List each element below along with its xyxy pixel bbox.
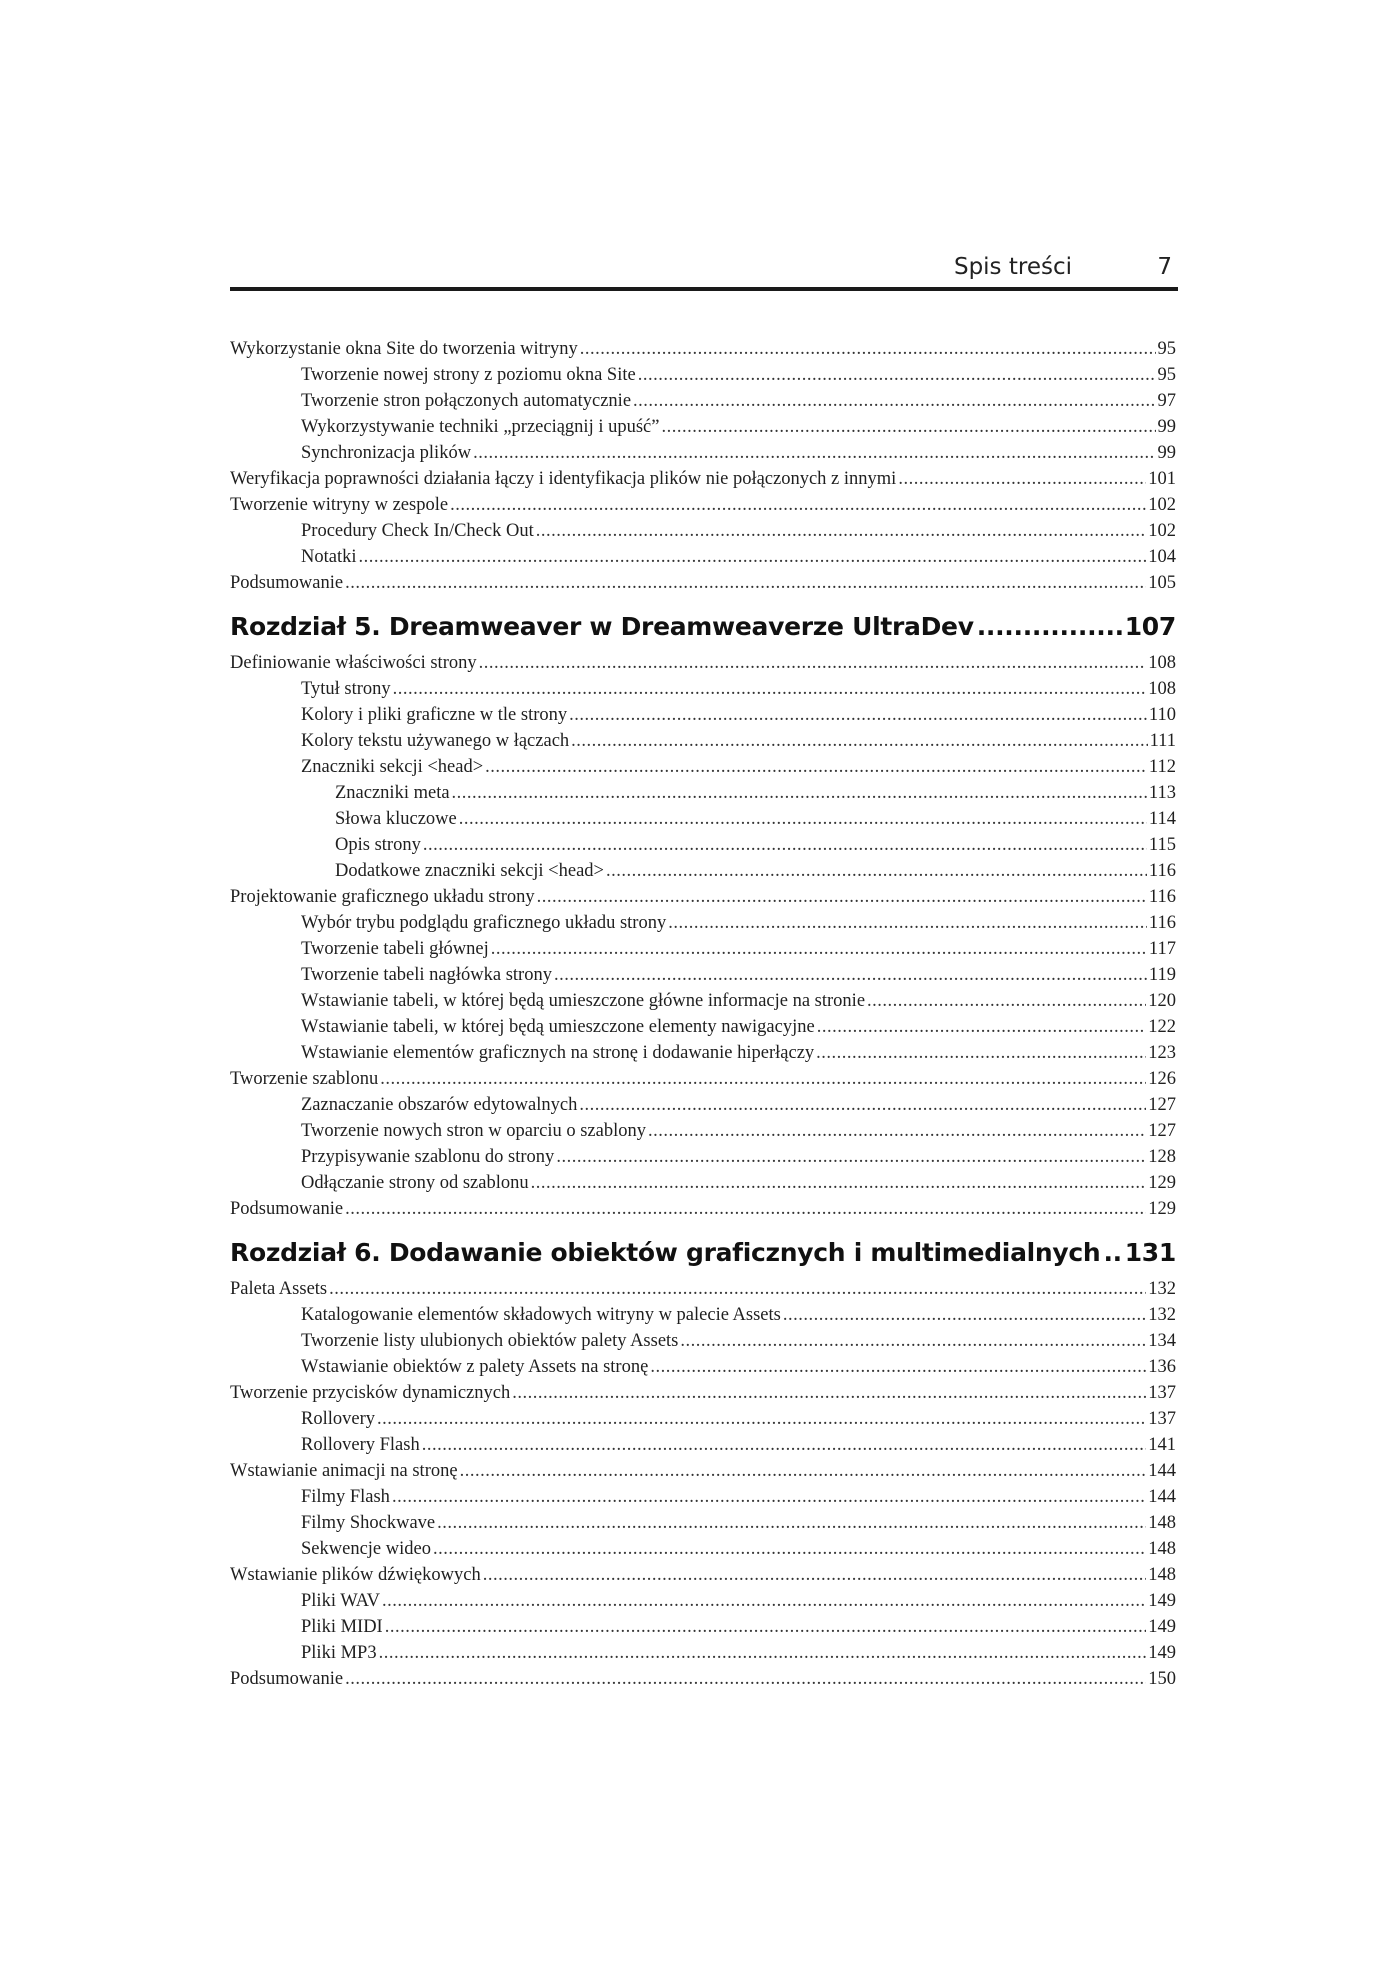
toc-entry-title: Podsumowanie	[230, 1669, 344, 1689]
dot-leader	[554, 962, 1147, 988]
toc-entry-title: Pliki MP3	[301, 1643, 377, 1663]
toc-entry	[230, 962, 1176, 988]
toc-entry-title: Zaznaczanie obszarów edytowalnych	[301, 1095, 578, 1115]
toc-entry-page: 97	[1157, 391, 1176, 411]
toc-entry-page: 132	[1148, 1279, 1176, 1299]
toc-entry-title: Tworzenie nowych stron w oparciu o szablony	[301, 1121, 646, 1141]
toc-entry-title: Kolory tekstu używanego w łączach	[301, 731, 570, 751]
dot-leader	[452, 780, 1147, 806]
toc-entry-page: 114	[1148, 809, 1176, 829]
toc-entry-title: Wstawianie tabeli, w której będą umieszczone elementy nawigacyjne	[301, 1017, 815, 1037]
toc-entry-page: 148	[1148, 1565, 1176, 1585]
toc-entry	[230, 806, 1176, 832]
toc-entry-title: Tytuł strony	[301, 679, 391, 699]
dot-leader	[580, 336, 1156, 362]
toc-entry-page: 129	[1148, 1199, 1176, 1219]
toc-entry-page: 132	[1148, 1305, 1176, 1325]
toc-entry-title: Pliki MIDI	[301, 1617, 383, 1637]
toc-entry-page: 95	[1157, 365, 1176, 385]
toc-entry-page: 104	[1148, 547, 1176, 567]
toc-entry	[230, 1118, 1176, 1144]
toc-entry	[230, 858, 1176, 884]
toc-entry	[230, 1666, 1176, 1692]
dot-leader	[345, 570, 1146, 596]
dot-leader	[473, 440, 1155, 466]
toc-entry-page: 119	[1148, 965, 1176, 985]
toc-entry	[230, 650, 1176, 676]
toc-entry	[230, 1640, 1176, 1666]
dot-leader	[437, 1510, 1146, 1536]
toc-entry	[230, 492, 1176, 518]
toc-entry	[230, 544, 1176, 570]
toc-entry-title: Tworzenie stron połączonych automatycznie	[301, 391, 632, 411]
toc-entry-title: Sekwencje wideo	[301, 1539, 431, 1559]
toc-entry	[230, 910, 1176, 936]
dot-leader	[483, 1562, 1147, 1588]
toc-entry	[230, 1276, 1176, 1302]
toc-entry-title: Katalogowanie elementów składowych witryny w palecie Assets	[301, 1305, 781, 1325]
toc-entry-title: Filmy Flash	[301, 1487, 390, 1507]
toc-entry-page: 129	[1148, 1173, 1176, 1193]
header-rule	[230, 287, 1178, 291]
toc-entry-page: 148	[1148, 1539, 1176, 1559]
toc-entry-page: 113	[1148, 783, 1176, 803]
dot-leader	[359, 544, 1147, 570]
toc-entry-page: 112	[1148, 757, 1176, 777]
toc-entry-title: Rollovery	[301, 1409, 375, 1429]
toc-entry-title: Procedury Check In/Check Out	[301, 521, 534, 541]
dot-leader	[633, 388, 1155, 414]
dot-leader	[571, 728, 1147, 754]
toc-entry	[230, 754, 1176, 780]
toc-entry-page: 108	[1148, 679, 1176, 699]
toc-entry-page: 149	[1148, 1643, 1176, 1663]
dot-leader	[393, 676, 1147, 702]
toc-entry-page: 122	[1148, 1017, 1176, 1037]
toc-entry-page: 127	[1148, 1121, 1176, 1141]
toc-entry	[230, 728, 1176, 754]
toc-entry-page: 120	[1148, 991, 1176, 1011]
toc-entry-page: 136	[1148, 1357, 1176, 1377]
dot-leader	[479, 650, 1147, 676]
table-of-contents	[230, 336, 1176, 1692]
toc-entry-title: Tworzenie przycisków dynamicznych	[230, 1383, 511, 1403]
dot-leader	[485, 754, 1147, 780]
toc-entry-title: Podsumowanie	[230, 573, 344, 593]
toc-entry	[230, 1040, 1176, 1066]
dot-leader	[817, 1014, 1147, 1040]
toc-entry	[230, 1328, 1176, 1354]
dot-leader	[569, 702, 1147, 728]
toc-entry-page: 144	[1148, 1487, 1176, 1507]
toc-entry-page: 144	[1148, 1461, 1176, 1481]
toc-entry-title: Wstawianie elementów graficznych na stronę i dodawanie hiperłączy	[301, 1043, 815, 1063]
toc-entry-title: Tworzenie listy ulubionych obiektów palety Assets	[301, 1331, 679, 1351]
dot-leader	[392, 1484, 1146, 1510]
toc-entry-page: 111	[1149, 731, 1176, 751]
dot-leader	[512, 1380, 1146, 1406]
toc-entry	[230, 1614, 1176, 1640]
dot-leader	[385, 1614, 1147, 1640]
dot-leader	[680, 1328, 1146, 1354]
toc-entry-title: Rollovery Flash	[301, 1435, 420, 1455]
toc-entry-page: 101	[1148, 469, 1176, 489]
dot-leader	[536, 518, 1147, 544]
page-number: 7	[1157, 254, 1172, 280]
toc-entry	[230, 1536, 1176, 1562]
toc-entry-title: Tworzenie tabeli nagłówka strony	[301, 965, 552, 985]
toc-entry-page: 117	[1148, 939, 1176, 959]
toc-entry	[230, 518, 1176, 544]
dot-leader	[459, 806, 1147, 832]
toc-entry-page: 107	[1124, 612, 1176, 641]
toc-entry-page: 150	[1148, 1669, 1176, 1689]
toc-entry-title: Dodatkowe znaczniki sekcji <head>	[335, 861, 604, 881]
toc-entry-title: Filmy Shockwave	[301, 1513, 436, 1533]
toc-entry-title: Synchronizacja plików	[301, 443, 472, 463]
toc-entry-title: Notatki	[301, 547, 357, 567]
toc-entry	[230, 884, 1176, 910]
toc-entry-title: Wybór trybu podglądu graficznego układu strony	[301, 913, 667, 933]
dot-leader	[638, 362, 1156, 388]
toc-entry	[230, 1484, 1176, 1510]
dot-leader	[380, 1066, 1146, 1092]
toc-entry-title: Paleta Assets	[230, 1279, 328, 1299]
dot-leader	[579, 1092, 1146, 1118]
toc-entry-page: 131	[1124, 1238, 1176, 1267]
toc-entry-title: Tworzenie nowej strony z poziomu okna Site	[301, 365, 636, 385]
toc-entry	[230, 414, 1176, 440]
toc-entry-title: Wykorzystanie okna Site do tworzenia witryny	[230, 339, 578, 359]
dot-leader	[898, 466, 1146, 492]
toc-entry-title: Kolory i pliki graficzne w tle strony	[301, 705, 568, 725]
dot-leader	[382, 1588, 1146, 1614]
dot-leader	[556, 1144, 1146, 1170]
dot-leader	[531, 1170, 1147, 1196]
toc-entry-title: Wstawianie tabeli, w której będą umieszczone główne informacje na stronie	[301, 991, 866, 1011]
toc-entry-page: 105	[1148, 573, 1176, 593]
toc-entry-title: Tworzenie szablonu	[230, 1069, 379, 1089]
dot-leader	[423, 832, 1147, 858]
dot-leader	[433, 1536, 1146, 1562]
toc-entry-page: 99	[1157, 443, 1176, 463]
dot-leader	[377, 1406, 1146, 1432]
toc-entry-page: 141	[1148, 1435, 1176, 1455]
toc-entry-page: 137	[1148, 1409, 1176, 1429]
toc-entry	[230, 466, 1176, 492]
toc-entry	[230, 1066, 1176, 1092]
toc-entry-page: 123	[1148, 1043, 1176, 1063]
toc-entry-title: Znaczniki meta	[335, 783, 450, 803]
toc-entry	[230, 936, 1176, 962]
dot-leader	[329, 1276, 1146, 1302]
dot-leader	[816, 1040, 1146, 1066]
dot-leader	[450, 492, 1146, 518]
dot-leader	[650, 1354, 1146, 1380]
toc-entry-page: 102	[1148, 495, 1176, 515]
dot-leader	[422, 1432, 1147, 1458]
toc-entry	[230, 832, 1176, 858]
toc-entry	[230, 1562, 1176, 1588]
toc-entry-page: 95	[1157, 339, 1176, 359]
toc-entry-page: 149	[1148, 1617, 1176, 1637]
dot-leader	[606, 858, 1147, 884]
toc-entry	[230, 780, 1176, 806]
toc-entry-title: Wstawianie obiektów z palety Assets na stronę	[301, 1357, 649, 1377]
dot-leader	[661, 414, 1155, 440]
toc-entry-page: 134	[1148, 1331, 1176, 1351]
toc-entry	[230, 1144, 1176, 1170]
toc-entry-title: Pliki WAV	[301, 1591, 380, 1611]
toc-entry	[230, 702, 1176, 728]
toc-entry	[230, 988, 1176, 1014]
dot-leader	[1103, 1230, 1121, 1276]
toc-entry	[230, 1380, 1176, 1406]
toc-entry-page: 102	[1148, 521, 1176, 541]
toc-entry-title: Definiowanie właściwości strony	[230, 653, 477, 673]
toc-entry	[230, 388, 1176, 414]
toc-entry-title: Przypisywanie szablonu do strony	[301, 1147, 555, 1167]
dot-leader	[345, 1196, 1146, 1222]
dot-leader	[537, 884, 1147, 910]
dot-leader	[460, 1458, 1147, 1484]
running-head	[230, 254, 1178, 288]
toc-chapter-heading	[230, 604, 1176, 650]
dot-leader	[977, 604, 1122, 650]
toc-entry	[230, 570, 1176, 596]
toc-entry-title: Opis strony	[335, 835, 421, 855]
dot-leader	[379, 1640, 1147, 1666]
toc-entry-page: 110	[1148, 705, 1176, 725]
toc-entry-title: Wykorzystywanie techniki „przeciągnij i upuść”	[301, 417, 660, 437]
toc-entry-page: 99	[1157, 417, 1176, 437]
dot-leader	[783, 1302, 1146, 1328]
toc-entry-page: 115	[1148, 835, 1176, 855]
toc-entry	[230, 676, 1176, 702]
toc-entry-page: 148	[1148, 1513, 1176, 1533]
dot-leader	[491, 936, 1147, 962]
toc-entry-title: Wstawianie animacji na stronę	[230, 1461, 458, 1481]
toc-entry-title: Podsumowanie	[230, 1199, 344, 1219]
toc-entry	[230, 1432, 1176, 1458]
toc-entry-title: Rozdział 6. Dodawanie obiektów graficznych i multimedialnych	[230, 1238, 1101, 1267]
toc-entry-title: Projektowanie graficznego układu strony	[230, 887, 535, 907]
toc-entry-title: Weryfikacja poprawności działania łączy i identyfikacja plików nie połączonych z innymi	[230, 469, 897, 489]
toc-entry-title: Słowa kluczowe	[335, 809, 457, 829]
toc-entry-page: 116	[1148, 913, 1176, 933]
dot-leader	[668, 910, 1147, 936]
toc-entry	[230, 1354, 1176, 1380]
toc-entry	[230, 1406, 1176, 1432]
toc-entry-title: Rozdział 5. Dreamweaver w Dreamweaverze UltraDev	[230, 612, 974, 641]
toc-chapter-heading	[230, 1230, 1176, 1276]
dot-leader	[867, 988, 1146, 1014]
toc-entry-page: 128	[1148, 1147, 1176, 1167]
toc-entry-page: 126	[1148, 1069, 1176, 1089]
toc-entry-page: 127	[1148, 1095, 1176, 1115]
toc-entry-title: Wstawianie plików dźwiękowych	[230, 1565, 481, 1585]
toc-entry-page: 108	[1148, 653, 1176, 673]
toc-entry	[230, 1092, 1176, 1118]
toc-entry-page: 149	[1148, 1591, 1176, 1611]
toc-entry-page: 137	[1148, 1383, 1176, 1403]
toc-entry	[230, 1170, 1176, 1196]
toc-entry-title: Tworzenie tabeli głównej	[301, 939, 489, 959]
toc-entry-title: Tworzenie witryny w zespole	[230, 495, 449, 515]
toc-entry	[230, 362, 1176, 388]
toc-entry	[230, 440, 1176, 466]
toc-entry-title: Odłączanie strony od szablonu	[301, 1173, 529, 1193]
dot-leader	[648, 1118, 1146, 1144]
toc-entry	[230, 1588, 1176, 1614]
toc-entry-title: Znaczniki sekcji <head>	[301, 757, 484, 777]
toc-entry	[230, 1458, 1176, 1484]
toc-entry	[230, 1196, 1176, 1222]
toc-entry	[230, 1302, 1176, 1328]
toc-entry-page: 116	[1148, 861, 1176, 881]
toc-entry	[230, 1014, 1176, 1040]
running-head-section: Spis treści	[953, 254, 1072, 280]
dot-leader	[345, 1666, 1146, 1692]
toc-entry	[230, 1510, 1176, 1536]
toc-entry-page: 116	[1148, 887, 1176, 907]
toc-entry	[230, 336, 1176, 362]
